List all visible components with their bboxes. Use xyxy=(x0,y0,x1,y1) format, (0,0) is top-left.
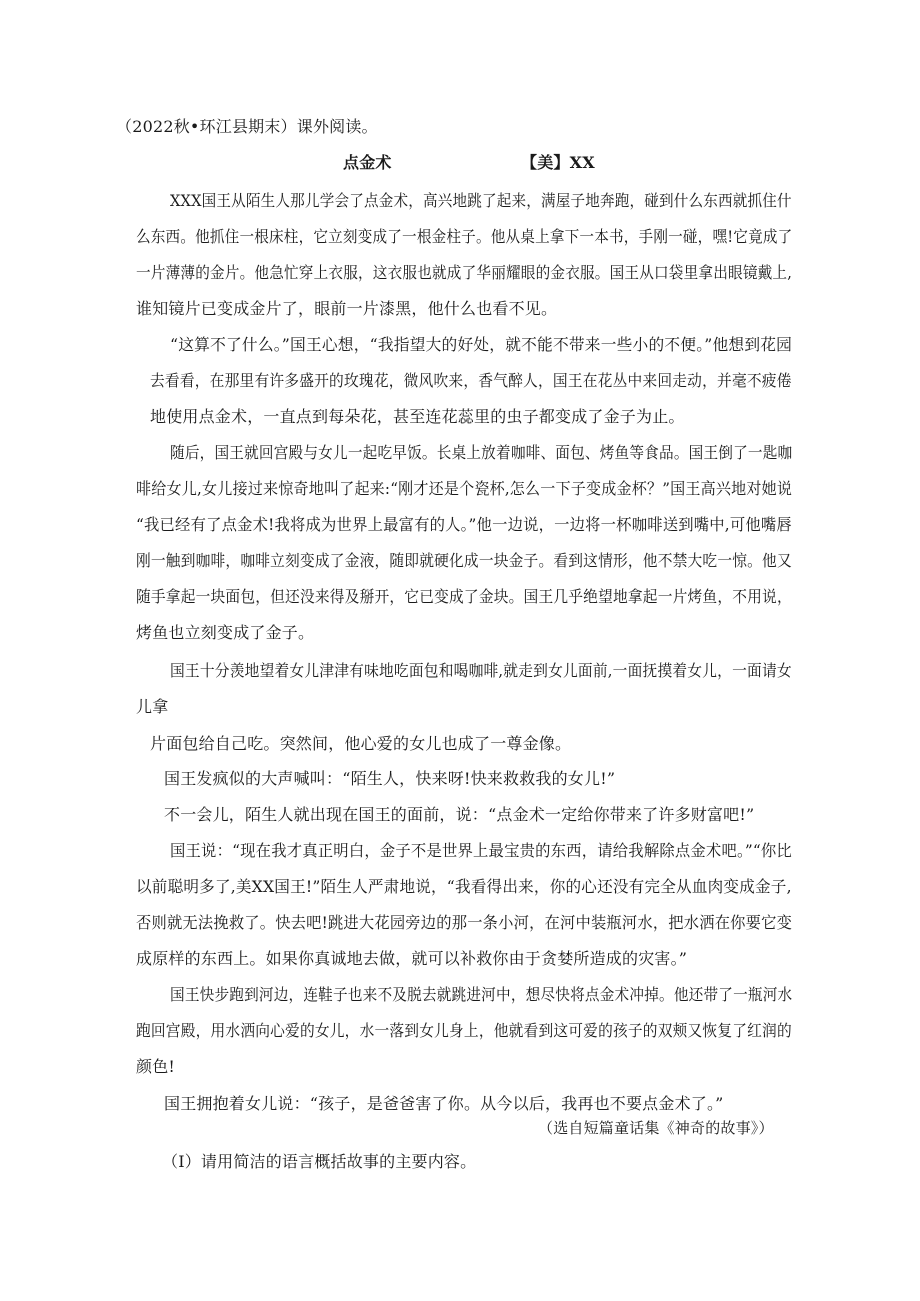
para6-line1: 不一会儿，陌生人就出现在国王的面前，说：“点金术一定给你带来了许多财富吧!” xyxy=(164,805,755,824)
para9-line1: 国王拥抱着女儿说：“孩子，是爸爸害了你。从今以后，我再也不要点金术了。” xyxy=(164,1094,724,1113)
para8-line1: 国王快步跑到河边，连鞋子也来不及脱去就跳进河中，想尽快将点金术冲掉。他还带了一瓶河水 xyxy=(170,985,793,1004)
para1-line3: 一片薄薄的金片。他急忙穿上衣服，这衣服也就成了华丽耀眼的金衣服。国王从口袋里拿出眼镜戴上, xyxy=(136,263,793,282)
para4-line1: 国王十分羡地望着女儿津津有味地吃面包和喝咖啡,就走到女儿面前,一面抚摸着女儿，一面请女 xyxy=(170,661,792,680)
para3-line2: 啡给女儿,女儿接过来惊奇地叫了起来:“刚才还是个瓷杯,怎么一下子变成金杯？”国王高兴地对她说 xyxy=(136,479,793,498)
source-line: （2022秋•环江县期末）课外阅读。 xyxy=(116,117,378,136)
article-title: 点金术 xyxy=(343,153,392,172)
para1-line2: 么东西。他抓住一根床柱，它立刻变成了一根金柱子。他从桌上拿下一本书，手刚一碰，嘿!它竟成了 xyxy=(136,227,793,246)
para5-line1: 国王发疯似的大声喊叫：“陌生人，快来呀!快来救救我的女儿!” xyxy=(164,769,616,788)
para7-line3: 否则就无法挽救了。快去吧!跳进大花园旁边的那一条小河，在河中装瓶河水，把水洒在你要它变 xyxy=(136,913,793,932)
para7-line2: 以前聪明多了,美XX国王!”陌生人严肃地说，“我看得出来，你的心还没有完全从血肉变成金子, xyxy=(136,877,792,896)
para4-line3: 片面包给自己吃。突然间，他心爱的女儿也成了一尊金像。 xyxy=(150,734,572,753)
para1-line1: XXX国王从陌生人那儿学会了点金术，高兴地跳了起来，满屋子地奔跑，碰到什么东西就抓住什 xyxy=(170,191,792,210)
question-1: （I）请用简洁的语言概括故事的主要内容。 xyxy=(162,1152,477,1171)
para3-line4: 刚一触到咖啡，咖啡立刻变成了金液，随即就硬化成一块金子。看到这情形，他不禁大吃一惊。他又 xyxy=(136,551,792,570)
para3-line6: 烤鱼也立刻变成了金子。 xyxy=(136,623,315,642)
para4-line2: 儿拿 xyxy=(136,697,169,716)
para8-line3: 颜色! xyxy=(136,1057,176,1076)
para3-line3: “我已经有了点金术!我将成为世界上最富有的人。”他一边说，一边将一杯咖啡送到嘴中,可他嘴唇 xyxy=(136,515,792,534)
para2-line2: 去看看，在那里有许多盛开的玫瑰花，微风吹来，香气醉人，国王在花丛中来回走动，并毫不疲倦 xyxy=(150,371,792,390)
para8-line2: 跑回宫殿，用水洒向心爱的女儿，水一落到女儿身上，他就看到这可爱的孩子的双颊又恢复了红润的 xyxy=(136,1021,792,1040)
para3-line5: 随手拿起一块面包，但还没来得及掰开，它已变成了金块。国王几乎绝望地拿起一片烤鱼，不用说， xyxy=(136,587,792,606)
para1-line4: 谁知镜片已变成金片了，眼前一片漆黑，他什么也看不见。 xyxy=(136,299,558,318)
para3-line1: 随后，国王就回宫殿与女儿一起吃早饭。长桌上放着咖啡、面包、烤鱼等食品。国王倒了一匙咖 xyxy=(170,443,793,462)
article-author: 【美】XX xyxy=(521,153,595,172)
para7-line1: 国王说：“现在我才真正明白，金子不是世界上最宝贵的东西，请给我解除点金术吧。”“你比 xyxy=(170,841,792,860)
para2-line3: 地使用点金术，一直点到每朵花，甚至连花蕊里的虫子都变成了金子为止。 xyxy=(150,407,685,426)
para2-line1: “这算不了什么。”国王心想，“我指望大的好处，就不能不带来一些小的不便。”他想到花园 xyxy=(170,335,793,354)
citation: （选自短篇童话集《神奇的故事》） xyxy=(538,1119,774,1137)
para7-line4: 成原样的东西上。如果你真诚地去做，就可以补救你由于贪婪所造成的灾害。” xyxy=(136,949,688,968)
